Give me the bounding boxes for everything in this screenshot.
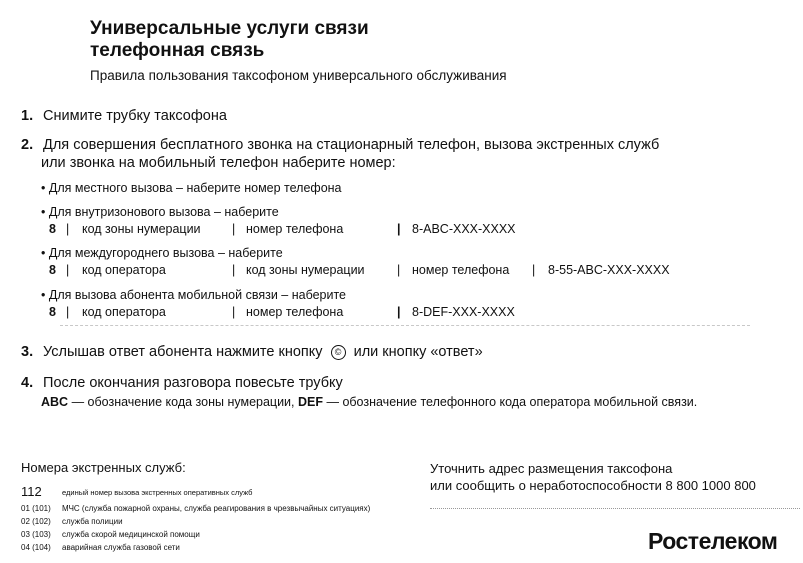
separator: |	[66, 263, 70, 277]
zone-code-cell: код зоны нумерации	[246, 263, 365, 277]
format-example: 8-DEF-XXX-XXXX	[412, 305, 515, 319]
step-text: После окончания разговора повесьте трубку	[43, 375, 343, 391]
answer-button-icon: ©	[331, 345, 346, 360]
contact-line-2: или сообщить о неработоспособности 8 800 1000 800	[430, 478, 756, 493]
step-number: 1.	[21, 108, 34, 124]
format-example: 8-ABC-XXX-XXXX	[412, 222, 516, 236]
separator: |	[397, 305, 401, 319]
abc-abbr: ABC	[41, 395, 69, 409]
phone-number-cell: номер телефона	[246, 222, 344, 236]
emergency-item-desc: служба полиции	[62, 517, 123, 526]
separator: |	[66, 222, 70, 236]
intrazone-call-instruction: • Для внутризонового вызова – наберите	[41, 205, 279, 219]
emergency-heading: Номера экстренных служб:	[21, 460, 186, 475]
operator-code-cell: код оператора	[82, 263, 166, 277]
format-example: 8-55-ABC-XXX-XXXX	[548, 263, 670, 277]
emergency-item-number: 01 (101)	[21, 504, 51, 513]
separator: |	[532, 263, 536, 277]
emergency-item	[0, 543, 420, 554]
separator: |	[397, 222, 401, 236]
emergency-item	[0, 504, 420, 515]
emergency-item	[0, 517, 420, 528]
step-number: 3.	[21, 344, 34, 360]
emergency-item	[0, 530, 420, 541]
step-text-line-1: Для совершения бесплатного звонка на стационарный телефон, вызова экстренных служб	[43, 137, 660, 153]
rostelecom-logo: Ростелеком	[648, 528, 778, 554]
emergency-main-desc: единый номер вызова экстренных оперативных служб	[62, 488, 253, 497]
step-2	[21, 136, 659, 154]
title-line-1: Универсальные услуги связи	[90, 18, 369, 39]
prefix-digit: 8	[49, 263, 56, 277]
longdistance-call-instruction: • Для междугороднего вызова – наберите	[41, 246, 283, 260]
def-desc: — обозначение телефонного кода оператора мобильной связи.	[323, 395, 698, 409]
step-text: Снимите трубку таксофона	[43, 108, 227, 124]
step-number: 2.	[21, 137, 34, 153]
longdistance-format-row	[0, 263, 803, 279]
separator: |	[232, 305, 236, 319]
phone-number-cell: номер телефона	[412, 263, 510, 277]
contact-line-1: Уточнить адрес размещения таксофона	[430, 461, 673, 476]
emergency-main-number: 112	[21, 484, 42, 499]
emergency-item-desc: служба скорой медицинской помощи	[62, 530, 200, 539]
abbreviation-note	[41, 395, 697, 409]
emergency-item-desc: аварийная служба газовой сети	[62, 543, 180, 552]
contact-divider	[430, 508, 800, 509]
prefix-digit: 8	[49, 305, 56, 319]
step-number: 4.	[21, 375, 34, 391]
phone-number-cell: номер телефона	[246, 305, 344, 319]
def-abbr: DEF	[298, 395, 323, 409]
subtitle: Правила пользования таксофоном универсального обслуживания	[90, 68, 507, 83]
emergency-item-number: 03 (103)	[21, 530, 51, 539]
print-divider	[60, 325, 750, 326]
emergency-item-number: 04 (104)	[21, 543, 51, 552]
emergency-item-desc: МЧС (служба пожарной охраны, служба реагирования в чрезвычайных ситуациях)	[62, 504, 371, 513]
separator: |	[232, 222, 236, 236]
step-text: Услышав ответ абонента нажмите кнопку	[43, 344, 323, 360]
operator-code-cell: код оператора	[82, 305, 166, 319]
step-3	[21, 343, 483, 361]
emergency-item-number: 02 (102)	[21, 517, 51, 526]
separator: |	[66, 305, 70, 319]
separator: |	[397, 263, 401, 277]
prefix-digit: 8	[49, 222, 56, 236]
abc-desc: — обозначение кода зоны нумерации,	[68, 395, 298, 409]
separator: |	[232, 263, 236, 277]
step-1	[21, 107, 227, 125]
step-text-end: или кнопку «ответ»	[353, 344, 483, 360]
zone-code-cell: код зоны нумерации	[82, 222, 201, 236]
step-2-line-2: или звонка на мобильный телефон наберите номер:	[41, 155, 396, 171]
intrazone-format-row	[0, 222, 803, 238]
title-line-2: телефонная связь	[90, 40, 265, 61]
step-4	[21, 374, 343, 392]
mobile-call-instruction: • Для вызова абонента мобильной связи – наберите	[41, 288, 347, 302]
mobile-format-row	[0, 305, 803, 321]
local-call-instruction: • Для местного вызова – наберите номер телефона	[41, 181, 342, 195]
